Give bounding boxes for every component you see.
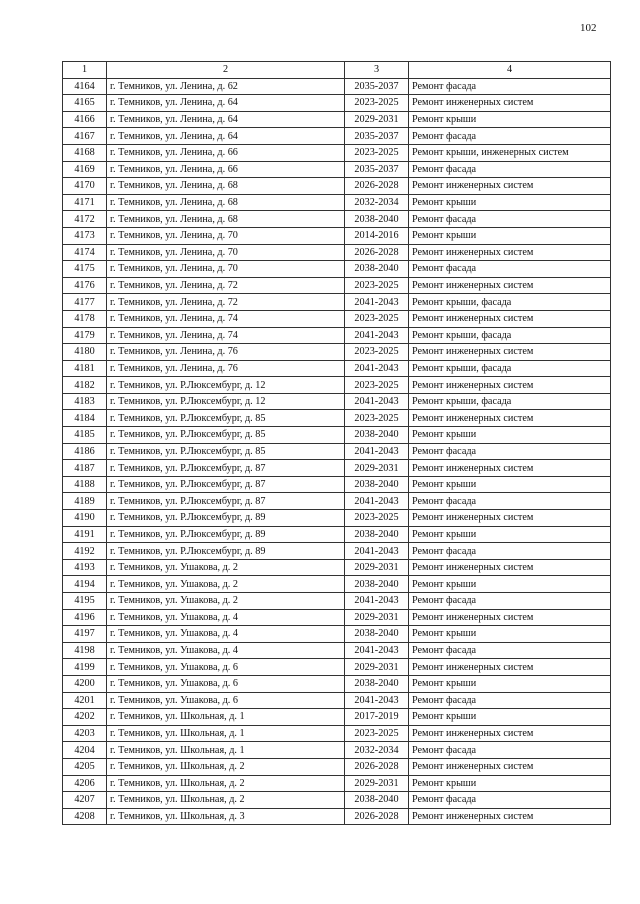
table-row — [63, 227, 611, 244]
row-number-cell: 4170 — [63, 178, 107, 195]
period-cell: 2032-2034 — [345, 742, 409, 759]
address-cell: г. Темников, ул. Ленина, д. 66 — [107, 144, 345, 161]
period-cell: 2029-2031 — [345, 111, 409, 128]
work-type-cell: Ремонт фасада — [409, 642, 611, 659]
address-cell: г. Темников, ул. Р.Люксембург, д. 85 — [107, 443, 345, 460]
address-cell: г. Темников, ул. Ленина, д. 68 — [107, 178, 345, 195]
table-row — [63, 128, 611, 145]
work-type-cell: Ремонт фасада — [409, 261, 611, 278]
work-type-cell: Ремонт инженерных систем — [409, 377, 611, 394]
table-body — [63, 78, 611, 825]
address-cell: г. Темников, ул. Школьная, д. 1 — [107, 742, 345, 759]
address-cell: г. Темников, ул. Р.Люксембург, д. 85 — [107, 410, 345, 427]
address-cell: г. Темников, ул. Ушакова, д. 4 — [107, 609, 345, 626]
address-cell: г. Темников, ул. Ушакова, д. 6 — [107, 692, 345, 709]
address-cell: г. Темников, ул. Ушакова, д. 2 — [107, 576, 345, 593]
row-number-cell: 4172 — [63, 211, 107, 228]
row-number-cell: 4208 — [63, 808, 107, 825]
table-row — [63, 410, 611, 427]
table-row — [63, 144, 611, 161]
column-header-1: 1 — [63, 62, 107, 79]
table-row — [63, 510, 611, 527]
table-row — [63, 327, 611, 344]
table-row — [63, 261, 611, 278]
page-number: 102 — [580, 22, 597, 34]
work-type-cell: Ремонт крыши — [409, 111, 611, 128]
work-type-cell: Ремонт инженерных систем — [409, 277, 611, 294]
column-header-4: 4 — [409, 62, 611, 79]
address-cell: г. Темников, ул. Р.Люксембург, д. 89 — [107, 526, 345, 543]
row-number-cell: 4194 — [63, 576, 107, 593]
address-cell: г. Темников, ул. Р.Люксембург, д. 85 — [107, 427, 345, 444]
address-cell: г. Темников, ул. Ушакова, д. 4 — [107, 626, 345, 643]
period-cell: 2038-2040 — [345, 576, 409, 593]
table-row — [63, 95, 611, 112]
row-number-cell: 4173 — [63, 227, 107, 244]
address-cell: г. Темников, ул. Ленина, д. 74 — [107, 327, 345, 344]
work-type-cell: Ремонт крыши — [409, 576, 611, 593]
period-cell: 2041-2043 — [345, 393, 409, 410]
table-row — [63, 360, 611, 377]
work-type-cell: Ремонт инженерных систем — [409, 244, 611, 261]
row-number-cell: 4204 — [63, 742, 107, 759]
work-type-cell: Ремонт крыши — [409, 194, 611, 211]
address-cell: г. Темников, ул. Школьная, д. 2 — [107, 792, 345, 809]
work-type-cell: Ремонт фасада — [409, 742, 611, 759]
row-number-cell: 4175 — [63, 261, 107, 278]
work-type-cell: Ремонт инженерных систем — [409, 808, 611, 825]
row-number-cell: 4201 — [63, 692, 107, 709]
period-cell: 2035-2037 — [345, 78, 409, 95]
address-cell: г. Темников, ул. Р.Люксембург, д. 87 — [107, 460, 345, 477]
table-row — [63, 294, 611, 311]
address-cell: г. Темников, ул. Ленина, д. 68 — [107, 211, 345, 228]
table-row — [63, 460, 611, 477]
table-row — [63, 725, 611, 742]
period-cell: 2041-2043 — [345, 443, 409, 460]
address-cell: г. Темников, ул. Р.Люксембург, д. 89 — [107, 510, 345, 527]
column-header-2: 2 — [107, 62, 345, 79]
row-number-cell: 4184 — [63, 410, 107, 427]
row-number-cell: 4195 — [63, 593, 107, 610]
table-row — [63, 675, 611, 692]
address-cell: г. Темников, ул. Р.Люксембург, д. 87 — [107, 493, 345, 510]
row-number-cell: 4202 — [63, 709, 107, 726]
period-cell: 2035-2037 — [345, 128, 409, 145]
table-row — [63, 344, 611, 361]
row-number-cell: 4165 — [63, 95, 107, 112]
row-number-cell: 4197 — [63, 626, 107, 643]
period-cell: 2041-2043 — [345, 642, 409, 659]
row-number-cell: 4168 — [63, 144, 107, 161]
address-cell: г. Темников, ул. Школьная, д. 1 — [107, 709, 345, 726]
address-cell: г. Темников, ул. Ушакова, д. 2 — [107, 559, 345, 576]
table-row — [63, 792, 611, 809]
address-cell: г. Темников, ул. Ленина, д. 62 — [107, 78, 345, 95]
table-row — [63, 543, 611, 560]
address-cell: г. Темников, ул. Р.Люксембург, д. 89 — [107, 543, 345, 560]
period-cell: 2023-2025 — [345, 410, 409, 427]
row-number-cell: 4180 — [63, 344, 107, 361]
work-type-cell: Ремонт фасада — [409, 161, 611, 178]
row-number-cell: 4206 — [63, 775, 107, 792]
period-cell: 2029-2031 — [345, 559, 409, 576]
work-type-cell: Ремонт крыши, фасада — [409, 294, 611, 311]
work-type-cell: Ремонт инженерных систем — [409, 460, 611, 477]
period-cell: 2038-2040 — [345, 476, 409, 493]
work-type-cell: Ремонт фасада — [409, 792, 611, 809]
work-type-cell: Ремонт инженерных систем — [409, 95, 611, 112]
row-number-cell: 4192 — [63, 543, 107, 560]
work-type-cell: Ремонт крыши — [409, 526, 611, 543]
table-row — [63, 211, 611, 228]
work-type-cell: Ремонт фасада — [409, 593, 611, 610]
row-number-cell: 4200 — [63, 675, 107, 692]
period-cell: 2023-2025 — [345, 277, 409, 294]
work-type-cell: Ремонт фасада — [409, 443, 611, 460]
period-cell: 2023-2025 — [345, 510, 409, 527]
period-cell: 2026-2028 — [345, 178, 409, 195]
row-number-cell: 4203 — [63, 725, 107, 742]
table-row — [63, 178, 611, 195]
work-type-cell: Ремонт фасада — [409, 493, 611, 510]
period-cell: 2038-2040 — [345, 675, 409, 692]
table-row — [63, 808, 611, 825]
work-type-cell: Ремонт крыши — [409, 775, 611, 792]
column-header-3: 3 — [345, 62, 409, 79]
address-cell: г. Темников, ул. Ушакова, д. 6 — [107, 659, 345, 676]
address-cell: г. Темников, ул. Ленина, д. 68 — [107, 194, 345, 211]
period-cell: 2038-2040 — [345, 526, 409, 543]
row-number-cell: 4176 — [63, 277, 107, 294]
period-cell: 2029-2031 — [345, 775, 409, 792]
row-number-cell: 4205 — [63, 758, 107, 775]
work-type-cell: Ремонт инженерных систем — [409, 659, 611, 676]
address-cell: г. Темников, ул. Р.Люксембург, д. 87 — [107, 476, 345, 493]
table-row — [63, 377, 611, 394]
table-row — [63, 194, 611, 211]
table-row — [63, 476, 611, 493]
period-cell: 2023-2025 — [345, 377, 409, 394]
table-row — [63, 78, 611, 95]
period-cell: 2029-2031 — [345, 659, 409, 676]
address-cell: г. Темников, ул. Ленина, д. 66 — [107, 161, 345, 178]
work-type-cell: Ремонт фасада — [409, 128, 611, 145]
row-number-cell: 4199 — [63, 659, 107, 676]
table-row — [63, 161, 611, 178]
period-cell: 2014-2016 — [345, 227, 409, 244]
work-type-cell: Ремонт фасада — [409, 692, 611, 709]
period-cell: 2026-2028 — [345, 808, 409, 825]
row-number-cell: 4187 — [63, 460, 107, 477]
table-row — [63, 559, 611, 576]
work-type-cell: Ремонт инженерных систем — [409, 559, 611, 576]
row-number-cell: 4167 — [63, 128, 107, 145]
period-cell: 2023-2025 — [345, 725, 409, 742]
period-cell: 2017-2019 — [345, 709, 409, 726]
table-row — [63, 393, 611, 410]
table-row — [63, 609, 611, 626]
row-number-cell: 4178 — [63, 310, 107, 327]
address-cell: г. Темников, ул. Ушакова, д. 6 — [107, 675, 345, 692]
row-number-cell: 4169 — [63, 161, 107, 178]
row-number-cell: 4198 — [63, 642, 107, 659]
work-type-cell: Ремонт крыши, инженерных систем — [409, 144, 611, 161]
work-type-cell: Ремонт инженерных систем — [409, 725, 611, 742]
row-number-cell: 4179 — [63, 327, 107, 344]
row-number-cell: 4171 — [63, 194, 107, 211]
work-type-cell: Ремонт инженерных систем — [409, 178, 611, 195]
address-cell: г. Темников, ул. Р.Люксембург, д. 12 — [107, 377, 345, 394]
period-cell: 2035-2037 — [345, 161, 409, 178]
row-number-cell: 4190 — [63, 510, 107, 527]
period-cell: 2023-2025 — [345, 144, 409, 161]
address-cell: г. Темников, ул. Ушакова, д. 4 — [107, 642, 345, 659]
period-cell: 2041-2043 — [345, 593, 409, 610]
work-type-cell: Ремонт инженерных систем — [409, 609, 611, 626]
period-cell: 2038-2040 — [345, 261, 409, 278]
table-row — [63, 493, 611, 510]
address-cell: г. Темников, ул. Ленина, д. 70 — [107, 227, 345, 244]
table-row — [63, 244, 611, 261]
work-type-cell: Ремонт крыши — [409, 709, 611, 726]
period-cell: 2038-2040 — [345, 211, 409, 228]
row-number-cell: 4186 — [63, 443, 107, 460]
row-number-cell: 4207 — [63, 792, 107, 809]
period-cell: 2041-2043 — [345, 692, 409, 709]
work-type-cell: Ремонт инженерных систем — [409, 758, 611, 775]
period-cell: 2041-2043 — [345, 543, 409, 560]
period-cell: 2041-2043 — [345, 294, 409, 311]
table-row — [63, 593, 611, 610]
work-type-cell: Ремонт крыши, фасада — [409, 393, 611, 410]
period-cell: 2041-2043 — [345, 327, 409, 344]
table-row — [63, 526, 611, 543]
row-number-cell: 4166 — [63, 111, 107, 128]
row-number-cell: 4185 — [63, 427, 107, 444]
row-number-cell: 4181 — [63, 360, 107, 377]
table-row — [63, 709, 611, 726]
table-row — [63, 576, 611, 593]
address-cell: г. Темников, ул. Ушакова, д. 2 — [107, 593, 345, 610]
address-cell: г. Темников, ул. Р.Люксембург, д. 12 — [107, 393, 345, 410]
period-cell: 2029-2031 — [345, 460, 409, 477]
address-cell: г. Темников, ул. Ленина, д. 64 — [107, 111, 345, 128]
work-type-cell: Ремонт крыши — [409, 675, 611, 692]
period-cell: 2041-2043 — [345, 493, 409, 510]
work-type-cell: Ремонт инженерных систем — [409, 510, 611, 527]
address-cell: г. Темников, ул. Ленина, д. 76 — [107, 360, 345, 377]
work-type-cell: Ремонт инженерных систем — [409, 310, 611, 327]
row-number-cell: 4188 — [63, 476, 107, 493]
table-row — [63, 742, 611, 759]
table-row — [63, 310, 611, 327]
address-cell: г. Темников, ул. Ленина, д. 70 — [107, 261, 345, 278]
period-cell: 2023-2025 — [345, 344, 409, 361]
work-type-cell: Ремонт крыши, фасада — [409, 360, 611, 377]
period-cell: 2023-2025 — [345, 95, 409, 112]
repair-schedule-table — [62, 61, 611, 825]
period-cell: 2026-2028 — [345, 758, 409, 775]
row-number-cell: 4191 — [63, 526, 107, 543]
work-type-cell: Ремонт крыши — [409, 227, 611, 244]
row-number-cell: 4193 — [63, 559, 107, 576]
work-type-cell: Ремонт крыши — [409, 427, 611, 444]
address-cell: г. Темников, ул. Ленина, д. 70 — [107, 244, 345, 261]
period-cell: 2038-2040 — [345, 792, 409, 809]
table-row — [63, 111, 611, 128]
table-row — [63, 642, 611, 659]
address-cell: г. Темников, ул. Школьная, д. 3 — [107, 808, 345, 825]
work-type-cell: Ремонт крыши — [409, 626, 611, 643]
work-type-cell: Ремонт крыши — [409, 476, 611, 493]
table-row — [63, 692, 611, 709]
row-number-cell: 4196 — [63, 609, 107, 626]
period-cell: 2038-2040 — [345, 626, 409, 643]
address-cell: г. Темников, ул. Школьная, д. 1 — [107, 725, 345, 742]
period-cell: 2026-2028 — [345, 244, 409, 261]
row-number-cell: 4182 — [63, 377, 107, 394]
row-number-cell: 4177 — [63, 294, 107, 311]
table-row — [63, 626, 611, 643]
table-header-row — [63, 62, 611, 79]
address-cell: г. Темников, ул. Ленина, д. 72 — [107, 294, 345, 311]
row-number-cell: 4164 — [63, 78, 107, 95]
period-cell: 2032-2034 — [345, 194, 409, 211]
row-number-cell: 4183 — [63, 393, 107, 410]
work-type-cell: Ремонт фасада — [409, 78, 611, 95]
table-row — [63, 659, 611, 676]
work-type-cell: Ремонт фасада — [409, 543, 611, 560]
address-cell: г. Темников, ул. Ленина, д. 74 — [107, 310, 345, 327]
table-row — [63, 758, 611, 775]
table-row — [63, 277, 611, 294]
address-cell: г. Темников, ул. Ленина, д. 72 — [107, 277, 345, 294]
work-type-cell: Ремонт крыши, фасада — [409, 327, 611, 344]
work-type-cell: Ремонт инженерных систем — [409, 344, 611, 361]
row-number-cell: 4189 — [63, 493, 107, 510]
table-row — [63, 775, 611, 792]
address-cell: г. Темников, ул. Школьная, д. 2 — [107, 758, 345, 775]
period-cell: 2023-2025 — [345, 310, 409, 327]
table-row — [63, 427, 611, 444]
work-type-cell: Ремонт фасада — [409, 211, 611, 228]
work-type-cell: Ремонт инженерных систем — [409, 410, 611, 427]
address-cell: г. Темников, ул. Ленина, д. 64 — [107, 95, 345, 112]
period-cell: 2029-2031 — [345, 609, 409, 626]
period-cell: 2041-2043 — [345, 360, 409, 377]
row-number-cell: 4174 — [63, 244, 107, 261]
address-cell: г. Темников, ул. Ленина, д. 64 — [107, 128, 345, 145]
period-cell: 2038-2040 — [345, 427, 409, 444]
address-cell: г. Темников, ул. Школьная, д. 2 — [107, 775, 345, 792]
table-row — [63, 443, 611, 460]
address-cell: г. Темников, ул. Ленина, д. 76 — [107, 344, 345, 361]
